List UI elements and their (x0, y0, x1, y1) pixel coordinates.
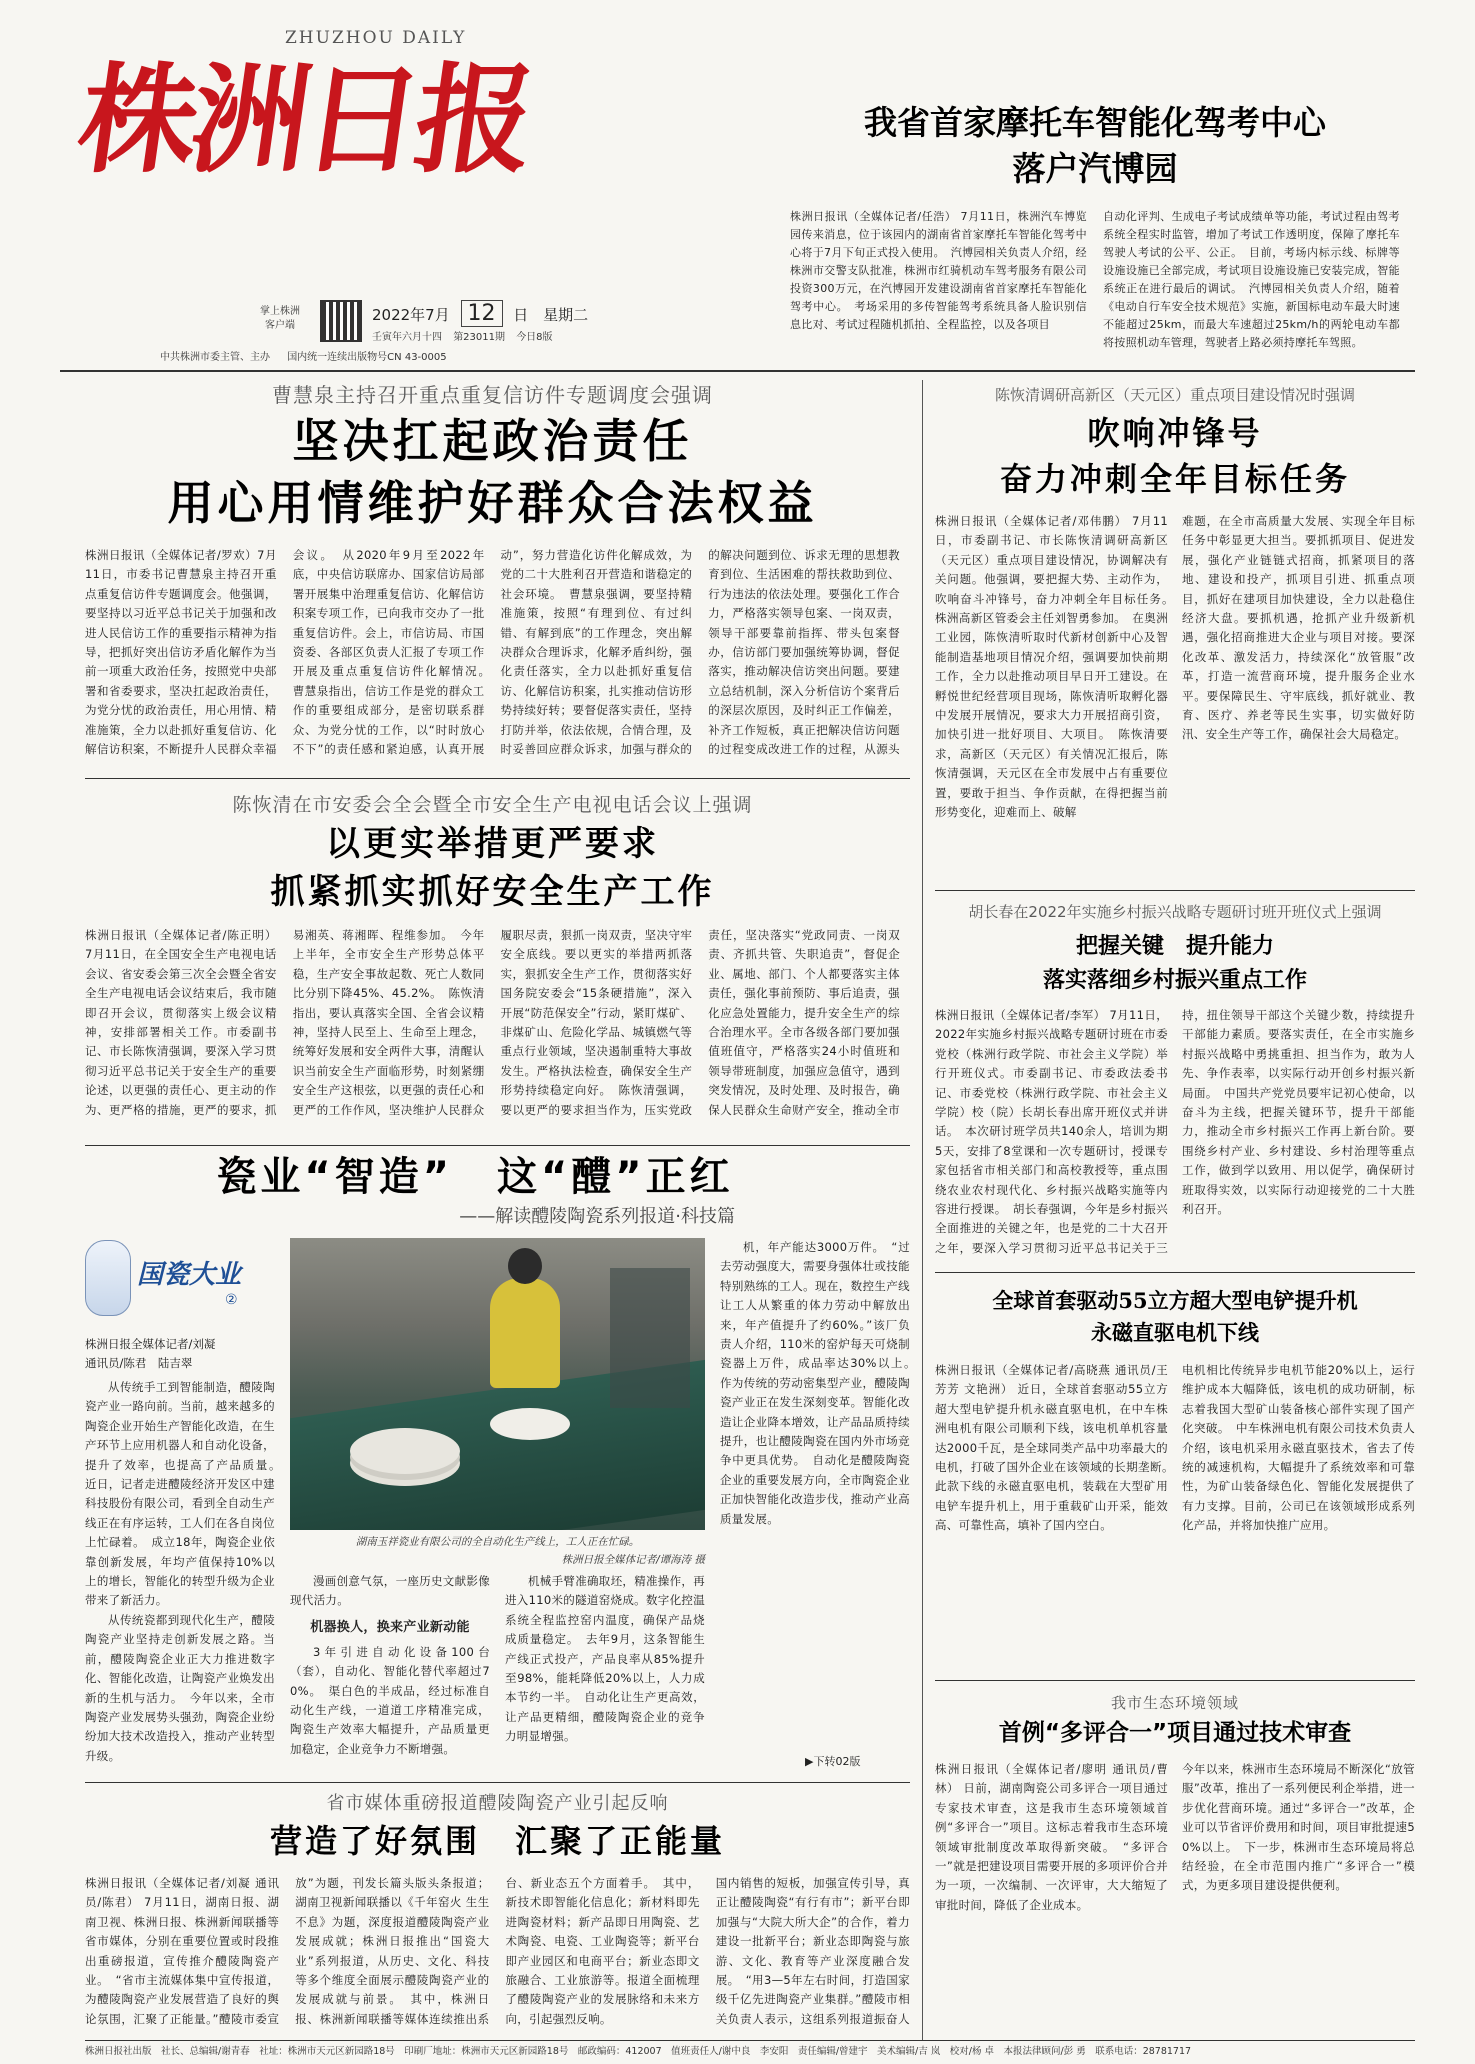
issue-number: 第23011期 (453, 332, 505, 343)
right-divider-1 (935, 890, 1415, 891)
right-story-headline-1[interactable]: 吹响冲锋号 (1087, 414, 1263, 452)
ceramics-subhead: ——解读醴陵陶瓷系列报道·科技篇 (459, 1206, 735, 1227)
ceramics-col3 (505, 1572, 705, 1772)
photo-worker-head (508, 1248, 542, 1284)
cn-code: 国内统一连续出版物号CN 43-0005 (287, 352, 447, 363)
ceramics-col1-p1: 从传统手工到智能制造，醴陵陶瓷产业一路向前。当前，越来越多的陶瓷企业开始生产智能化改造，在生产环节上应用机器人和自动化设备，提升了效率，也提高了产品质量。 近日，记者走进醴陵经济开发区中建科技股份有限公司，看到全自动生产线正在有序运转，工人们在各自岗位上忙碌着。 成立18年，陶瓷企业依靠创新发展，年均产值保持10%以上的增长，智能化的转型升级为企业带来了新活力。 (85, 1380, 275, 1608)
top-story-headline-1[interactable]: 我省首家摩托车智能化驾考中心 (864, 103, 1326, 142)
lead-story-headline-2[interactable]: 用心用情维护好群众合法权益 (167, 476, 818, 530)
photo-plate-stack (350, 1428, 460, 1474)
media-col3: 台、新业态五个方面着手。 其中，新技术即智能化信息化；新材料即先进陶瓷材料；新产品即日用陶瓷、艺术陶瓷、电瓷、工业陶瓷等；新平台即产业园区和电商平台；新业态即文旅融合、工业旅游等。报道全面梳理了醴陵陶瓷产业的发展脉络和未来方向，引起强烈反响。 (505, 1876, 700, 2026)
motor-col1: 株洲日报讯（全媒体记者/高晓燕 通讯员/王芳芳 文艳洲） 近日，全球首套驱动55立方超大型电铲提升机永磁直驱电机，在中车株洲电机有限公司顺利下线，该电机单机容量达2000千瓦，是全球同类产品中功率最大的电机，打破了国外企业在该领域的长期垄断。 此款下线的永磁直驱电机，装载在大型矿用电铲车提升机上，用于重载矿山开采，能效高、可靠性高，填补了国内空白。 (935, 1363, 1180, 1533)
top-story-headline-2[interactable]: 落户汽博园 (1012, 149, 1178, 188)
safety-divider (85, 1145, 910, 1146)
right-story-col1: 株洲日报讯（全媒体记者/邓伟鹏） 7月11日，市委副书记、市长陈恢清调研高新区（天元区）重点项目建设情况，协调解决有关问题。他强调，要把握大势、主动作为，吹响奋斗冲锋号，奋力冲刺全年目标任务。 株洲高新区管委会主任刘智勇参加。 在奥洲工业园，陈恢清听取时代新材创新中心及智能制造基地项目情况介绍，强调要加快前期工作，全力以赴推动项目早日开工建设。在孵悦世纪经营项目现场，陈恢清听取孵化器中发展开展情况，要求大力开展招商引资，加快引进一批好项目、大项目。 陈恢清要求，高新区（天元区）有关情况汇报后，陈恢清强调，天元区在全市发展中占有重要位置，要敢于担当、争作贡献，在得把握当前形势变化，迎难而上、破解 (935, 514, 1180, 820)
motor-story (935, 1285, 1415, 1675)
right-story (935, 380, 1415, 880)
lead-story-col2: 会议。 从2020年9月至2022年底，中央信访联席办、国家信访局部署开展集中治理重复信访、化解信访积案专项工作，已向我市交办了一批重复信访件。会上，市信访局、市国资委、各部区负责人汇报了专项工作开展及重点重复信访件化解情况。 曹慧泉指出，信访工作是党的群众工作的重要组成部分，是密切联系群众、为党分忧的工作，以“时时放心不下”的责任感和紧迫感，认真开展 (292, 548, 485, 757)
rural-story (935, 900, 1415, 1270)
photo-caption-2: 株洲日报全媒体记者/谭海涛 摄 (561, 1554, 705, 1566)
series-logo-number: ② (225, 1292, 238, 1308)
masthead-cn-name: 株洲日报 (70, 50, 538, 189)
ceramics-col2-p2: 3年引进自动化设备100台（套），自动化、智能化替代率超过70%。 渠白色的半成品，经过标准自动化生产线，一道道工序精准完成，陶瓷生产效率大幅提升，产品质量更加稳定，企业竞争力不断增强。 (290, 1644, 490, 1756)
media-col2: 放”为题，刊发长篇头版头条报道；湖南卫视新闻联播以《千年窑火 生生不息》为题，深度报道醴陵陶瓷产业发展成就；株洲日报推出“国瓷大业”系列报道，从历史、文化、科技等多个维度全面展示醴陵陶瓷产业的发展成就与前景。 其中，株洲日报、株洲新闻联播等媒体连续推出系 (295, 1876, 490, 2026)
masthead-en-name: ZHUZHOU DAILY (285, 28, 467, 48)
lead-divider (85, 778, 910, 779)
ecology-col2: 今年以来，株洲市生态环境局不断深化“放管服”改革，推出了一系列便民利企举措，进一步优化营商环境。通过“多评合一”改革，企业可以节省评价费用和时间，项目审批提速50%以上。 下一步，株洲市生态环境局将总结经验，在全市范围内推广“多评合一”模式，为更多项目建设提供便利。 (1182, 1762, 1415, 1893)
ecology-story (935, 1690, 1415, 2030)
masthead (60, 0, 760, 370)
ceramics-col2-p1: 漫画创意气氛，一座历史文献影像现代活力。 (290, 1574, 490, 1608)
masthead-divider (60, 370, 1415, 372)
lead-story-headline-1[interactable]: 坚决扛起政治责任 (292, 414, 693, 468)
continued-link[interactable]: ▶下转02版 (805, 1755, 861, 1768)
ecology-col1: 株洲日报讯（全媒体记者/廖明 通讯员/曹林） 日前，湖南陶瓷公司多评合一项目通过专家技术审查，这是我市生态环境领域首例“多评合一”项目。这标志着我市生态环境领域审批制度改革取得新突破。 “多评合一”就是把建设项目需要开展的多项评价合并为一项，一次编制、一次评审，大大缩短了审批时间，降低了企业成本。 (935, 1762, 1168, 1912)
lead-story-col4: 的解决问题到位、诉求无理的思想教育到位、生活困难的帮扶救助到位、行为违法的依法处理。要强化工作合力，严格落实领导包案、一岗双责，领导干部要靠前指挥、带头包案督办，信访部门要加强统筹协调，督促落实，推动解决信访突出问题。要建立总结机制，深入分析信访个案背后的深层次原因，及时纠正工作偏差，补齐工作短板，真正把解决信访问题的过程变成改进工作的过程，从源头 (708, 548, 900, 757)
series-logo (85, 1240, 275, 1320)
media-col4: 国内销售的短板，加强宣传引导，真正让醴陵陶瓷“有行有市”；新平台即加强与“大院大所大企”的合作，着力建设一批新平台；新业态即陶瓷与旅游、文化、教育等产业深度融合发展。 “用3—5年左右时间，打造国家级千亿先进陶瓷产业集群。”醴陵市相关负责人表示，这组系列报道振奋人 (715, 1876, 910, 2026)
motor-col2: 电机相比传统异步电机节能20%以上，运行维护成本大幅降低，该电机的成功研制，标志着我国大型矿山装备核心部件实现了国产化突破。 中车株洲电机有限公司技术负责人介绍，该电机采用永磁直驱技术，省去了传统的减速机构，大幅提升了系统效率和可靠性，为矿山装备绿色化、智能化发展提供了有力支撑。目前，公司已在该领域形成系列化产品，并将加快推广应用。 (1182, 1363, 1415, 1533)
motor-headline-2[interactable]: 永磁直驱电机下线 (1091, 1320, 1259, 1345)
rural-story-headline-2[interactable]: 落实落细乡村振兴重点工作 (1042, 968, 1307, 993)
rural-story-col1: 株洲日报讯（全媒体记者/李军） 7月11日，2022年实施乡村振兴战略专题研讨班在市委党校（株洲行政学院、市社会主义学院）举行开班仪式。市委副书记、市委政法委书记、市委党校（株洲行政学院、市社会主义学院）校（院）长胡长春出席开班仪式并讲话。 本次研讨班学员共140余人，培训为期5天，安排了8堂课和一次专题研讨，授课专家包括省市相关部门和高校教授等，重点围绕农业农村现代化、乡村振兴战略实施等内容进行授课。 胡长春强调，今年是乡村振兴全面推进的关键之年，也是党的二十大召开之年，要深入学习贯彻习近平总书记关于三 (935, 1008, 1168, 1255)
safety-story (85, 790, 900, 1135)
safety-story-headline-2[interactable]: 抓紧抓实抓好安全生产工作 (270, 872, 715, 912)
ceramics-col1 (85, 1378, 275, 1770)
page-count: 今日8版 (516, 332, 553, 343)
app-label-line2: 客户端 (265, 320, 295, 331)
column-divider (922, 380, 923, 2040)
ceramics-robot-subhead: 机器换人，换来产业新动能 (310, 1619, 470, 1635)
right-divider-2 (935, 1272, 1415, 1273)
media-headline[interactable]: 营造了好氛围 汇聚了正能量 (269, 1822, 725, 1860)
ecology-headline[interactable]: 首例“多评合一”项目通过技术审查 (998, 1720, 1352, 1746)
top-story-col1: 株洲日报讯（全媒体记者/任浩） 7月11日，株洲汽车博览园传来消息，位于该园内的湖南省首家摩托车智能化驾考中心将于7月下旬正式投入使用。 汽博园相关负责人介绍，经株洲市交警支队批准，株洲市红骑机动车驾考服务有限公司投资300万元，在汽博园开发建设湖南省首家摩托车智能化驾考中心。 考场采用的多传智能驾考系统具备人脸识别信息比对、考试过程随机抓拍、全程监控，以及各项目 (790, 210, 1087, 331)
media-story (85, 1790, 910, 2035)
right-story-kicker: 陈恢清调研高新区（天元区）重点项目建设情况时强调 (994, 386, 1355, 404)
footer-rule (85, 2040, 1415, 2041)
app-label-line1: 掌上株洲 (260, 306, 300, 317)
lunar-date: 壬寅年六月十四 (372, 332, 442, 343)
ceramics-story (85, 1150, 910, 1775)
lead-story-kicker: 曹慧泉主持召开重点重复信访件专题调度会强调 (272, 383, 713, 407)
ceramics-headline[interactable]: 瓷业“智造” 这“醴”正红 (216, 1154, 734, 1200)
safety-story-col4: 责任，坚决落实“党政同责、一岗双责、齐抓共管、失职追责”，督促企业、属地、部门、个人都要落实主体责任，强化事前预防、事后追责，强化应急处置能力，提升安全生产的综合治理水平。全市各级各部门要加强值班值守，严格落实24小时值班和领导带班制度，加强应急值守，遇到突发情况，及时处理、及时报告，确保人民群众生命财产安全，推动全市 (708, 928, 900, 1117)
ceramics-col2 (290, 1572, 490, 1772)
date-day: 12 (461, 300, 503, 327)
ceramics-byline-1: 株洲日报全媒体记者/刘凝 (85, 1337, 216, 1351)
top-story-col2: 自动化评判、生成电子考试成绩单等功能，考试过程由驾考系统全程实时监管，增加了考试工作透明度，保障了摩托车驾驶人考试的公平、公正。 目前，考场内标示线、标牌等设施设施已全部完成，考试项目设施设施已安装完成，智能系统正在进行最后的调试。 汽博园相关负责人介绍，随着《电动自行车安全技术规范》实施，新国标电动车最大时速不能超过25km，而最大车速超过25km/h的两轮电动车都将按照机动车管理，驾驶者上路必须持摩托车驾照。 (1103, 210, 1400, 349)
ceramics-divider (85, 1782, 910, 1783)
safety-story-col3: 履职尽责，狠抓一岗双责，坚决守牢安全底线。要以更实的举措两抓落实，狠抓安全生产工作，贯彻落实好国务院安委会“15条硬措施”，深入开展“防范保安全”行动，紧盯煤矿、非煤矿山、危险化学品、城镇燃气等重点行业领域，坚决遏制重特大事故发生。严格执法检查，确保安全生产形势持续稳定向好。 陈恢清强调，要以更严的要求担当作为，压实党政 (500, 928, 693, 1117)
date-day-suffix: 日 (513, 306, 529, 324)
safety-story-col2: 易湘英、蒋湘晖、程维参加。 今年上半年，全市安全生产形势总体平稳，生产安全事故起数、死亡人数同比分别下降45%、45.2%。 陈恢清指出，要认真落实全国、全省会议精神，坚持人民至上、生命至上理念，统筹好发展和安全两件大事，清醒认识当前安全生产面临形势，时刻紧绷安全生产这根弦，以更强的责任心和更严的工作作风，坚决维护人民群众 (292, 928, 485, 1117)
ceramics-byline-2: 通讯员/陈君 陆吉翠 (85, 1356, 193, 1370)
ceramics-col1-p2: 从传统瓷都到现代化生产，醴陵陶瓷产业坚持走创新发展之路。当前，醴陵陶瓷企业正大力推进数字化、智能化改造，让陶瓷产业焕发出新的生机与活力。 今年以来，全市陶瓷产业发展势头强劲，陶瓷企业纷纷加大技术改造投入，推动产业转型升级。 (85, 1612, 275, 1763)
ceramics-byline (85, 1335, 275, 1373)
motor-headline-1[interactable]: 全球首套驱动55立方超大型电铲提升机 (992, 1288, 1358, 1313)
media-col1: 株洲日报讯（全媒体记者/刘凝 通讯员/陈君） 7月11日，湖南日报、湖南卫视、株洲日报、株洲新闻联播等省市媒体，分别在重要位置或时段推出重磅报道，宣传推介醴陵陶瓷产业。 “省市主流媒体集中宣传报道，为醴陵陶瓷产业发展营造了良好的舆论氛围，汇聚了正能量。”醴陵市委宣 (85, 1876, 280, 2026)
issue-line (372, 328, 553, 343)
photo-plant-structure (610, 1268, 690, 1408)
ceramics-photo[interactable] (290, 1238, 705, 1530)
qr-code[interactable] (320, 300, 362, 342)
lead-story-col3: 动”，努力营造化访件化解成效，为党的二十大胜利召开营造和谐稳定的社会环境。 曹慧泉强调，要坚持精准施策，按照“有理到位、有过纠错、有解到底”的工作理念，突出解决群众合理诉求，化解矛盾纠纷，强化责任落实，全力以赴抓好重复信访、化解信访积案，扎实推动信访形势持续好转；要督促落实责任，坚持打防并举，依法依规，合情合理，及时妥善回应群众诉求，加强与群众的 (500, 548, 693, 757)
safety-story-col1: 株洲日报讯（全媒体记者/陈正明） 7月11日，在全国安全生产电视电话会议、省安委会第三次全会暨全省安全生产电视电话会议结束后，我市随即召开会议，贯彻落实上级会议精神，安排部署相关工作。市委副书记、市长陈恢清强调，要深入学习贯彻习近平总书记关于安全生产的重要论述，以更强的责任心、更主动的作为、更严格的措施，更严的要求，抓 (85, 928, 277, 1117)
photo-worker (490, 1278, 560, 1388)
lead-story (85, 380, 900, 765)
app-label (260, 305, 300, 333)
sponsor: 中共株洲市委主管、主办 (160, 352, 270, 363)
ceramics-col4-p1: 机，年产能达3000万件。 “过去劳动强度大，需要身强体壮或技能特别熟练的工人。现在，数控生产线让工人从繁重的体力劳动中解放出来，年产值提升了约60%。”该厂负责人介绍，110米的窑炉每天可烧制瓷器上万件，成品率达30%以上。 作为传统的劳动密集型产业，醴陵陶瓷产业正在发生深刻变革。智能化改造让企业降本增效，让产品品质持续提升，也让醴陵陶瓷在国内外市场竞争中更具优势。 自动化是醴陵陶瓷企业的重要发展方向，全市陶瓷企业正加快智能化改造步伐，推动产业高质量发展。 (720, 1240, 910, 1526)
date-line (372, 300, 588, 327)
photo-plate (490, 1408, 570, 1440)
media-kicker: 省市媒体重磅报道醴陵陶瓷产业引起反响 (326, 1793, 669, 1814)
photo-caption-1: 湖南玉祥瓷业有限公司的全自动化生产线上，工人正在忙碌。 (355, 1536, 640, 1548)
ecology-kicker: 我市生态环境领域 (1110, 1694, 1239, 1712)
ceramics-col4 (720, 1238, 910, 1748)
lead-story-col1: 株洲日报讯（全媒体记者/罗欢）7月11日，市委书记曹慧泉主持召开重点重复信访件专题调度会。他强调，要坚持以习近平总书记关于加强和改进人民信访工作的重要指示精神为指导，把抓好突出信访矛盾化解作为当前一项重大政治任务，按照党中央部署和省委要求，坚决扛起政治责任，为党分忧的政治责任，用心用情、精准施策，全力以赴抓好重复信访、化解信访积案，不断提升人民群众幸福 (85, 548, 277, 757)
masthead-sponsor-line (160, 348, 447, 363)
vase-icon (85, 1240, 131, 1316)
date-year-month: 2022年7月 (372, 306, 450, 324)
rural-story-col2: 持，扭住领导干部这个关键少数，持续提升干部能力素质。要落实责任，在全市实施乡村振兴战略中勇挑重担、担当作为，敢为人先、争作表率，以实际行动开创乡村振兴新局面。 中国共产党党员要牢记初心使命，以奋斗为主线，把握关键环节，提升干部能力，推动全市乡村振兴工作再上新台阶。要围绕乡村产业、乡村建设、乡村治理等重点工作，做到学以致用、用以促学，确保研讨班取得实效，以实际行动迎接党的二十大胜利召开。 (1182, 1008, 1415, 1217)
weekday: 星期二 (543, 306, 589, 324)
photo-caption (290, 1533, 705, 1569)
rural-story-kicker: 胡长春在2022年实施乡村振兴战略专题研讨班开班仪式上强调 (968, 903, 1382, 921)
rural-story-headline-1[interactable]: 把握关键 提升能力 (1075, 934, 1274, 959)
footer-text: 株洲日报社出版 社长、总编辑/谢青春 社址：株洲市天元区新园路18号 印刷厂地址：株洲市天元区新园路18号 邮政编码：412007 值班责任人/谢中良 李安阳 责任编辑/曾建宇 美术编辑/吉 岚 校对/杨 卓 本报法律顾问/彭 勇 联系电话：28781717 (85, 2046, 1192, 2057)
top-story (790, 100, 1400, 362)
ceramics-col3-p1: 机械手臂准确取坯，精准操作，再进入110米的隧道窑烧成。数字化控温系统全程监控窑内温度，确保产品烧成质量稳定。 去年9月，这条智能生产线正式投产，产品良率从85%提升至98%，能耗降低20%以上，人力成本节约一半。 自动化让生产更高效，让产品更精细，醴陵陶瓷企业的竞争力明显增强。 (505, 1574, 705, 1744)
right-story-col2: 难题，在全市高质量大发展、实现全年目标任务中彰显更大担当。要抓抓项目、促进发展，强化产业链链式招商，抓紧项目的落地、建设和投产，抓项目引进、抓重点项目，抓好在建项目加快建设，全力以赴稳住经济大盘。要抓机遇，抢抓产业升级新机遇，强化招商推进大企业与项目对接。要深化改革、激发活力，持续深化“放管服”改革，打造一流营商环境，提升服务企业水平。要保障民生、守牢底线，抓好就业、教育、医疗、养老等民生实事，切实做好防汛、安全生产等工作，确保社会大局稳定。 (1182, 514, 1415, 742)
right-story-headline-2[interactable]: 奋力冲刺全年目标任务 (999, 460, 1350, 498)
series-logo-text: 国瓷大业 (137, 1260, 242, 1290)
safety-story-kicker: 陈恢清在市安委会全会暨全市安全生产电视电话会议上强调 (232, 794, 753, 816)
safety-story-headline-1[interactable]: 以更实举措更严要求 (326, 824, 659, 864)
right-divider-3 (935, 1680, 1415, 1681)
